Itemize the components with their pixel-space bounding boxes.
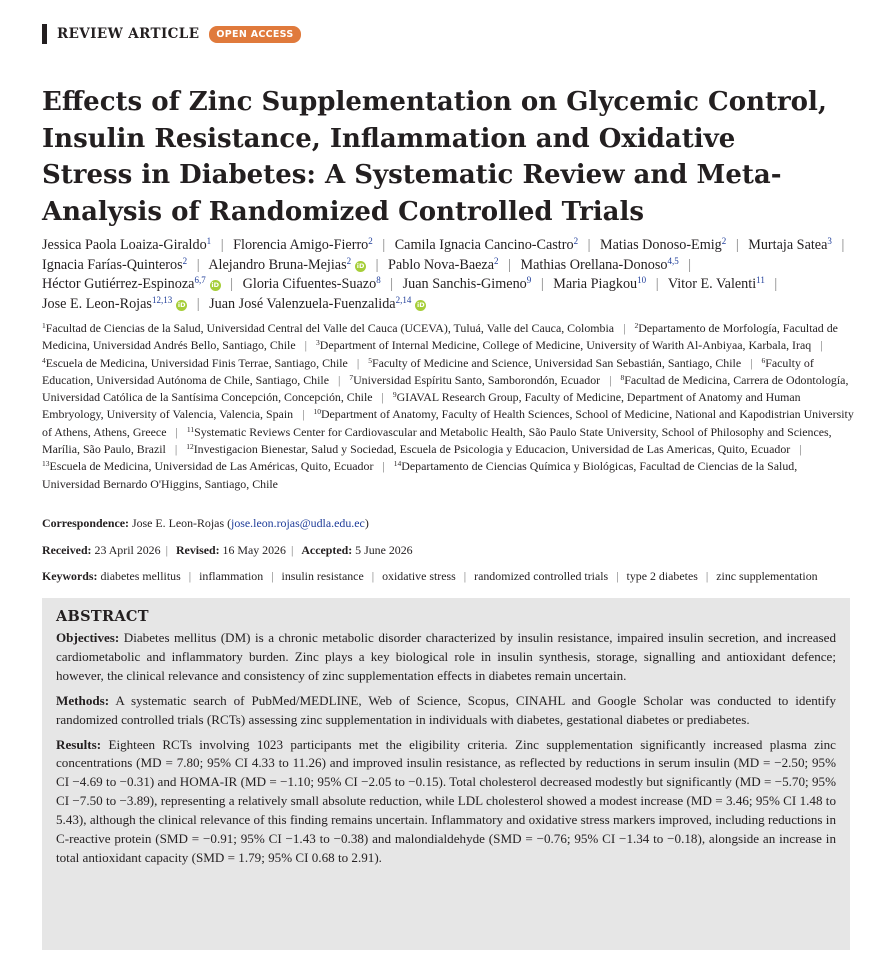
author-separator: | xyxy=(220,237,224,253)
author-affiliation-ref[interactable]: 11 xyxy=(756,275,765,286)
affiliation-separator: | xyxy=(356,355,360,370)
author-affiliation-ref[interactable]: 8 xyxy=(376,275,381,286)
author-name[interactable]: Florencia Amigo-Fierro xyxy=(233,237,369,253)
author-separator: | xyxy=(196,256,200,273)
affiliation-number: 12 xyxy=(186,442,194,452)
affiliation-number: 1 xyxy=(42,321,46,330)
orcid-icon[interactable]: iD xyxy=(211,281,220,290)
affiliation-separator: | xyxy=(381,390,384,405)
correspondence-email-link[interactable]: jose.leon.rojas@udla.edu.ec xyxy=(231,516,365,530)
results-label: Results: xyxy=(56,736,102,752)
orcid-icon[interactable]: iD xyxy=(356,261,365,270)
author[interactable] xyxy=(42,237,211,253)
author-affiliation-ref[interactable]: 12,13 xyxy=(151,294,173,305)
author[interactable] xyxy=(208,257,366,273)
affiliation-separator: | xyxy=(174,442,178,457)
author-separator: | xyxy=(774,276,778,293)
author-separator: | xyxy=(196,295,200,312)
affiliation-number: 14 xyxy=(393,459,402,469)
keyword[interactable]: randomized controlled trials xyxy=(474,569,609,583)
author[interactable] xyxy=(553,276,646,292)
affiliation-list xyxy=(42,320,854,493)
author[interactable] xyxy=(42,296,187,312)
keyword[interactable]: diabetes mellitus xyxy=(100,569,181,583)
correspondence-label: Correspondence: xyxy=(42,516,129,530)
affiliation-text: Faculty of Education, Universidad Autónoma de Chile, Santiago, Chile xyxy=(42,355,814,387)
author-name[interactable]: Murtaja Satea xyxy=(748,237,828,253)
author-name[interactable]: Matias Donoso-Emig xyxy=(600,237,722,253)
keywords xyxy=(42,569,818,584)
author-name[interactable]: Maria Piagkou xyxy=(553,276,638,293)
affiliation-separator: | xyxy=(820,338,823,353)
affiliation-number: 13 xyxy=(42,459,50,469)
affiliation-separator: | xyxy=(382,459,385,474)
affiliation-text: Departamento de Ciencias Química y Biológicas, Facultad de Ciencias de la Salud, Universidad Bernardo O'Higgins, Santiago, Chile xyxy=(42,459,798,491)
author[interactable] xyxy=(403,276,532,292)
author-separator: | xyxy=(375,256,379,273)
author[interactable] xyxy=(42,276,221,292)
author-name[interactable]: Alejandro Bruna-Mejias xyxy=(208,256,347,273)
results-text: Eighteen RCTs involving 1023 participants met the eligibility criteria. Zinc supplementation significantly increased plasma zinc concentrations (MD = 7.80; 95% CI 4.33 to 11.26) and improved insulin resistance, as reflected by reductions in serum insulin (MD = −2.50; 95% CI −4.69 to −0.31) and HOMA-IR (MD = −1.10; 95% CI −2.05 to −0.15). Total cholesterol decreased modestly but significantly (MD = −5.70; 95% CI −7.50 to −3.89), representing a relatively small absolute reduction, while LDL cholesterol showed a modest increase (MD = 3.46; 95% CI 1.48 to 5.43), although the clinical relevance of this finding remains uncertain. Inflammatory and oxidative stress markers improved, including reductions in C-reactive protein (SMD = −0.91; 95% CI −1.43 to −0.38) and malondialdehyde (SMD = −0.76; 95% CI −1.34 to −0.18), alongside an increase in total antioxidant capacity (SMD = 1.79; 95% CI 0.68 to 2.91). xyxy=(56,736,836,865)
abstract-results xyxy=(56,736,836,868)
affiliation-text: Universidad Espíritu Santo, Samborondón, Ecuador xyxy=(353,372,601,387)
author[interactable] xyxy=(42,257,187,273)
author-name[interactable]: Juan Sanchis-Gimeno xyxy=(402,276,527,293)
affiliation-number: 5 xyxy=(368,355,372,365)
author-affiliation-ref[interactable]: 9 xyxy=(526,275,532,286)
affiliation-text: Department of Internal Medicine, College of Medicine, University of Warith Al-Anbiyaa, Karbala, Iraq xyxy=(319,338,812,353)
author-name[interactable]: Jose E. Leon-Rojas xyxy=(42,295,152,312)
abstract-heading: ABSTRACT xyxy=(56,608,149,625)
affiliation-number: 2 xyxy=(634,321,639,330)
affiliation-text: Systematic Reviews Center for Cardiovascular and Metabolic Health, São Paulo State University, School of Philosophy and Sciences, Marília, São Paulo, Brazil xyxy=(42,424,832,457)
affiliation-number: 6 xyxy=(761,355,766,365)
author-name[interactable]: Mathias Orellana-Donoso xyxy=(520,256,668,273)
author-affiliation-ref[interactable]: 4,5 xyxy=(667,255,679,266)
author-separator: | xyxy=(508,256,511,273)
received-date: 23 April 2026 xyxy=(94,543,161,557)
author[interactable] xyxy=(520,257,678,273)
keyword-separator: | xyxy=(705,569,709,583)
author-separator: | xyxy=(587,237,591,253)
author-affiliation-ref[interactable]: 2 xyxy=(494,255,499,266)
keyword[interactable]: inflammation xyxy=(199,569,264,583)
author[interactable] xyxy=(243,276,381,292)
author-name[interactable]: Ignacia Farías-Quinteros xyxy=(42,256,183,273)
keyword[interactable]: oxidative stress xyxy=(382,569,456,583)
accepted-label: Accepted: xyxy=(301,543,353,557)
author-affiliation-ref[interactable]: 6,7 xyxy=(194,275,206,286)
author-separator: | xyxy=(230,276,234,293)
article-title: Effects of Zinc Supplementation on Glycemic Control, Insulin Resistance, Inflammation and Oxidative Stress in Diabetes: A Systematic Review and Meta-Analysis of Randomized Controlled Trials xyxy=(42,87,827,227)
methods-text: A systematic search of PubMed/MEDLINE, Web of Science, Scopus, CINAHL and Google Scholar was conducted to identify randomized controlled trials (RCTs) assessing zinc supplementation in individuals with diabetes, gestational diabetes or prediabetes. xyxy=(56,692,836,727)
author[interactable] xyxy=(209,296,426,312)
correspondence-name: Jose E. Leon-Rojas xyxy=(131,516,225,530)
orcid-icon[interactable]: iD xyxy=(177,300,186,309)
author-affiliation-ref[interactable]: 10 xyxy=(637,275,647,286)
affiliation-text: Facultad de Ciencias de la Salud, Universidad Central del Valle del Cauca (UCEVA), Tuluá, Valle del Cauca, Colombia xyxy=(45,321,615,335)
affiliation-text: Faculty of Medicine and Science, Universidad San Sebastián, Santiago, Chile xyxy=(371,355,742,370)
correspondence: Correspondence: Jose E. Leon-Rojas (jose.leon.rojas@udla.edu.ec) xyxy=(42,516,369,530)
author-affiliation-ref[interactable]: 1 xyxy=(206,236,212,246)
affiliation-text: Departamento de Morfología, Facultad de Medicina, Universidad Andrés Bello, Santiago, Chile xyxy=(42,321,838,353)
affiliation-text: Escuela de Medicina, Universidad Finis Terrae, Santiago, Chile xyxy=(45,355,348,370)
affiliation-separator: | xyxy=(750,355,753,370)
affiliation-text: Investigacion Bienestar, Salud y Sociedad, Escuela de Psicologia y Educacion, Universidad de Las Americas, Quito, Ecuador xyxy=(193,442,791,457)
author-name[interactable]: Jessica Paola Loaiza-Giraldo xyxy=(42,237,207,253)
author-affiliation-ref[interactable]: 2 xyxy=(721,236,727,246)
author-separator: | xyxy=(390,276,394,293)
affiliation-separator: | xyxy=(623,321,626,335)
affiliation-number: 8 xyxy=(620,372,625,382)
affiliation-number: 11 xyxy=(186,424,195,434)
author[interactable] xyxy=(748,237,832,253)
article-dates: Received: 23 April 2026 | Revised: 16 May 2026 | Accepted: 5 June 2026 xyxy=(42,543,413,557)
affiliation-number: 7 xyxy=(349,372,354,382)
open-access-badge[interactable]: OPEN ACCESS xyxy=(209,26,300,43)
keyword-separator: | xyxy=(463,569,467,583)
keyword-separator: | xyxy=(271,569,274,583)
article-type-label: REVIEW ARTICLE xyxy=(57,26,200,42)
methods-label: Methods: xyxy=(56,692,110,708)
keywords-label: Keywords: xyxy=(42,569,98,583)
affiliation-separator: | xyxy=(302,407,305,422)
author-name[interactable]: Gloria Cifuentes-Suazo xyxy=(242,276,377,293)
affiliation-number: 3 xyxy=(315,338,320,348)
affiliation-separator: | xyxy=(799,442,802,457)
author-list xyxy=(42,236,862,314)
keyword[interactable]: zinc supplementation xyxy=(716,569,818,583)
keyword-separator: | xyxy=(371,569,375,583)
objectives-label: Objectives: xyxy=(56,630,120,645)
author-name[interactable]: Pablo Nova-Baeza xyxy=(388,256,495,273)
author-affiliation-ref[interactable]: 2 xyxy=(368,236,373,246)
affiliation-text: Facultad de Medicina, Carrera de Odontología, Universidad Católica de la Santísima Concepción, Concepción, Chile xyxy=(42,372,849,405)
author[interactable] xyxy=(600,237,726,253)
author-separator: | xyxy=(688,256,692,273)
abstract-objectives xyxy=(56,629,836,686)
revised-label: Revised: xyxy=(175,543,220,557)
author-separator: | xyxy=(540,276,544,293)
author[interactable] xyxy=(233,237,373,253)
author[interactable] xyxy=(668,276,765,292)
affiliation-text: Escuela de Medicina, Universidad de Las Américas, Quito, Ecuador xyxy=(49,459,374,474)
affiliation-text: Department of Anatomy, Faculty of Health Sciences, School of Medicine, National and Kapodistrian University of Athens, Athens, Greece xyxy=(42,407,854,439)
author-name[interactable]: Juan José Valenzuela-Fuenzalida xyxy=(209,295,396,312)
author[interactable] xyxy=(395,237,578,253)
abstract-methods xyxy=(56,692,836,730)
author-name[interactable]: Héctor Gutiérrez-Espinoza xyxy=(42,276,195,293)
article-type-header xyxy=(42,24,301,44)
affiliation-text: GIAVAL Research Group, Faculty of Medicine, Department of Anatomy and Human Embryology, University of Valencia, Valencia, Spain xyxy=(42,390,801,422)
author-separator: | xyxy=(655,276,659,293)
author-separator: | xyxy=(382,237,386,253)
author-separator: | xyxy=(841,237,845,253)
accepted-date: 5 June 2026 xyxy=(355,543,413,557)
author-affiliation-ref[interactable]: 2 xyxy=(573,236,579,246)
affiliation-number: 10 xyxy=(313,407,321,417)
affiliation-number: 4 xyxy=(42,355,46,365)
affiliation-number: 9 xyxy=(392,390,397,400)
affiliation-separator: | xyxy=(175,424,178,439)
keyword[interactable]: insulin resistance xyxy=(281,569,364,583)
header-accent-bar xyxy=(42,24,47,44)
keyword-separator: | xyxy=(188,569,192,583)
received-label: Received: xyxy=(42,543,92,557)
affiliation-separator: | xyxy=(337,372,341,387)
keyword[interactable]: type 2 diabetes xyxy=(626,569,698,583)
author-name[interactable]: Vitor E. Valenti xyxy=(667,276,757,293)
objectives-text: Diabetes mellitus (DM) is a chronic metabolic disorder characterized by insulin resistance, impaired insulin secretion, and increased cardiometabolic and inflammatory burden. Zinc plays a key biological role in insulin synthesis, storage, signalling and antioxidant defence; however, the clinical relevance and consistency of zinc supplementation effects in diabetes remain uncertain. xyxy=(56,630,836,683)
author-name[interactable]: Camila Ignacia Cancino-Castro xyxy=(394,237,574,253)
abstract-box xyxy=(42,598,850,950)
affiliation-separator: | xyxy=(304,338,307,353)
author[interactable] xyxy=(388,257,498,273)
author-separator: | xyxy=(735,237,739,253)
author-affiliation-ref[interactable]: 2,14 xyxy=(395,294,412,305)
revised-date: 16 May 2026 xyxy=(222,543,286,557)
author-affiliation-ref[interactable]: 2 xyxy=(346,255,352,266)
author-affiliation-ref[interactable]: 2 xyxy=(182,255,188,266)
orcid-icon[interactable]: iD xyxy=(417,300,425,309)
affiliation-separator: | xyxy=(609,372,612,387)
keyword-separator: | xyxy=(616,569,619,583)
author-affiliation-ref[interactable]: 3 xyxy=(827,236,832,246)
